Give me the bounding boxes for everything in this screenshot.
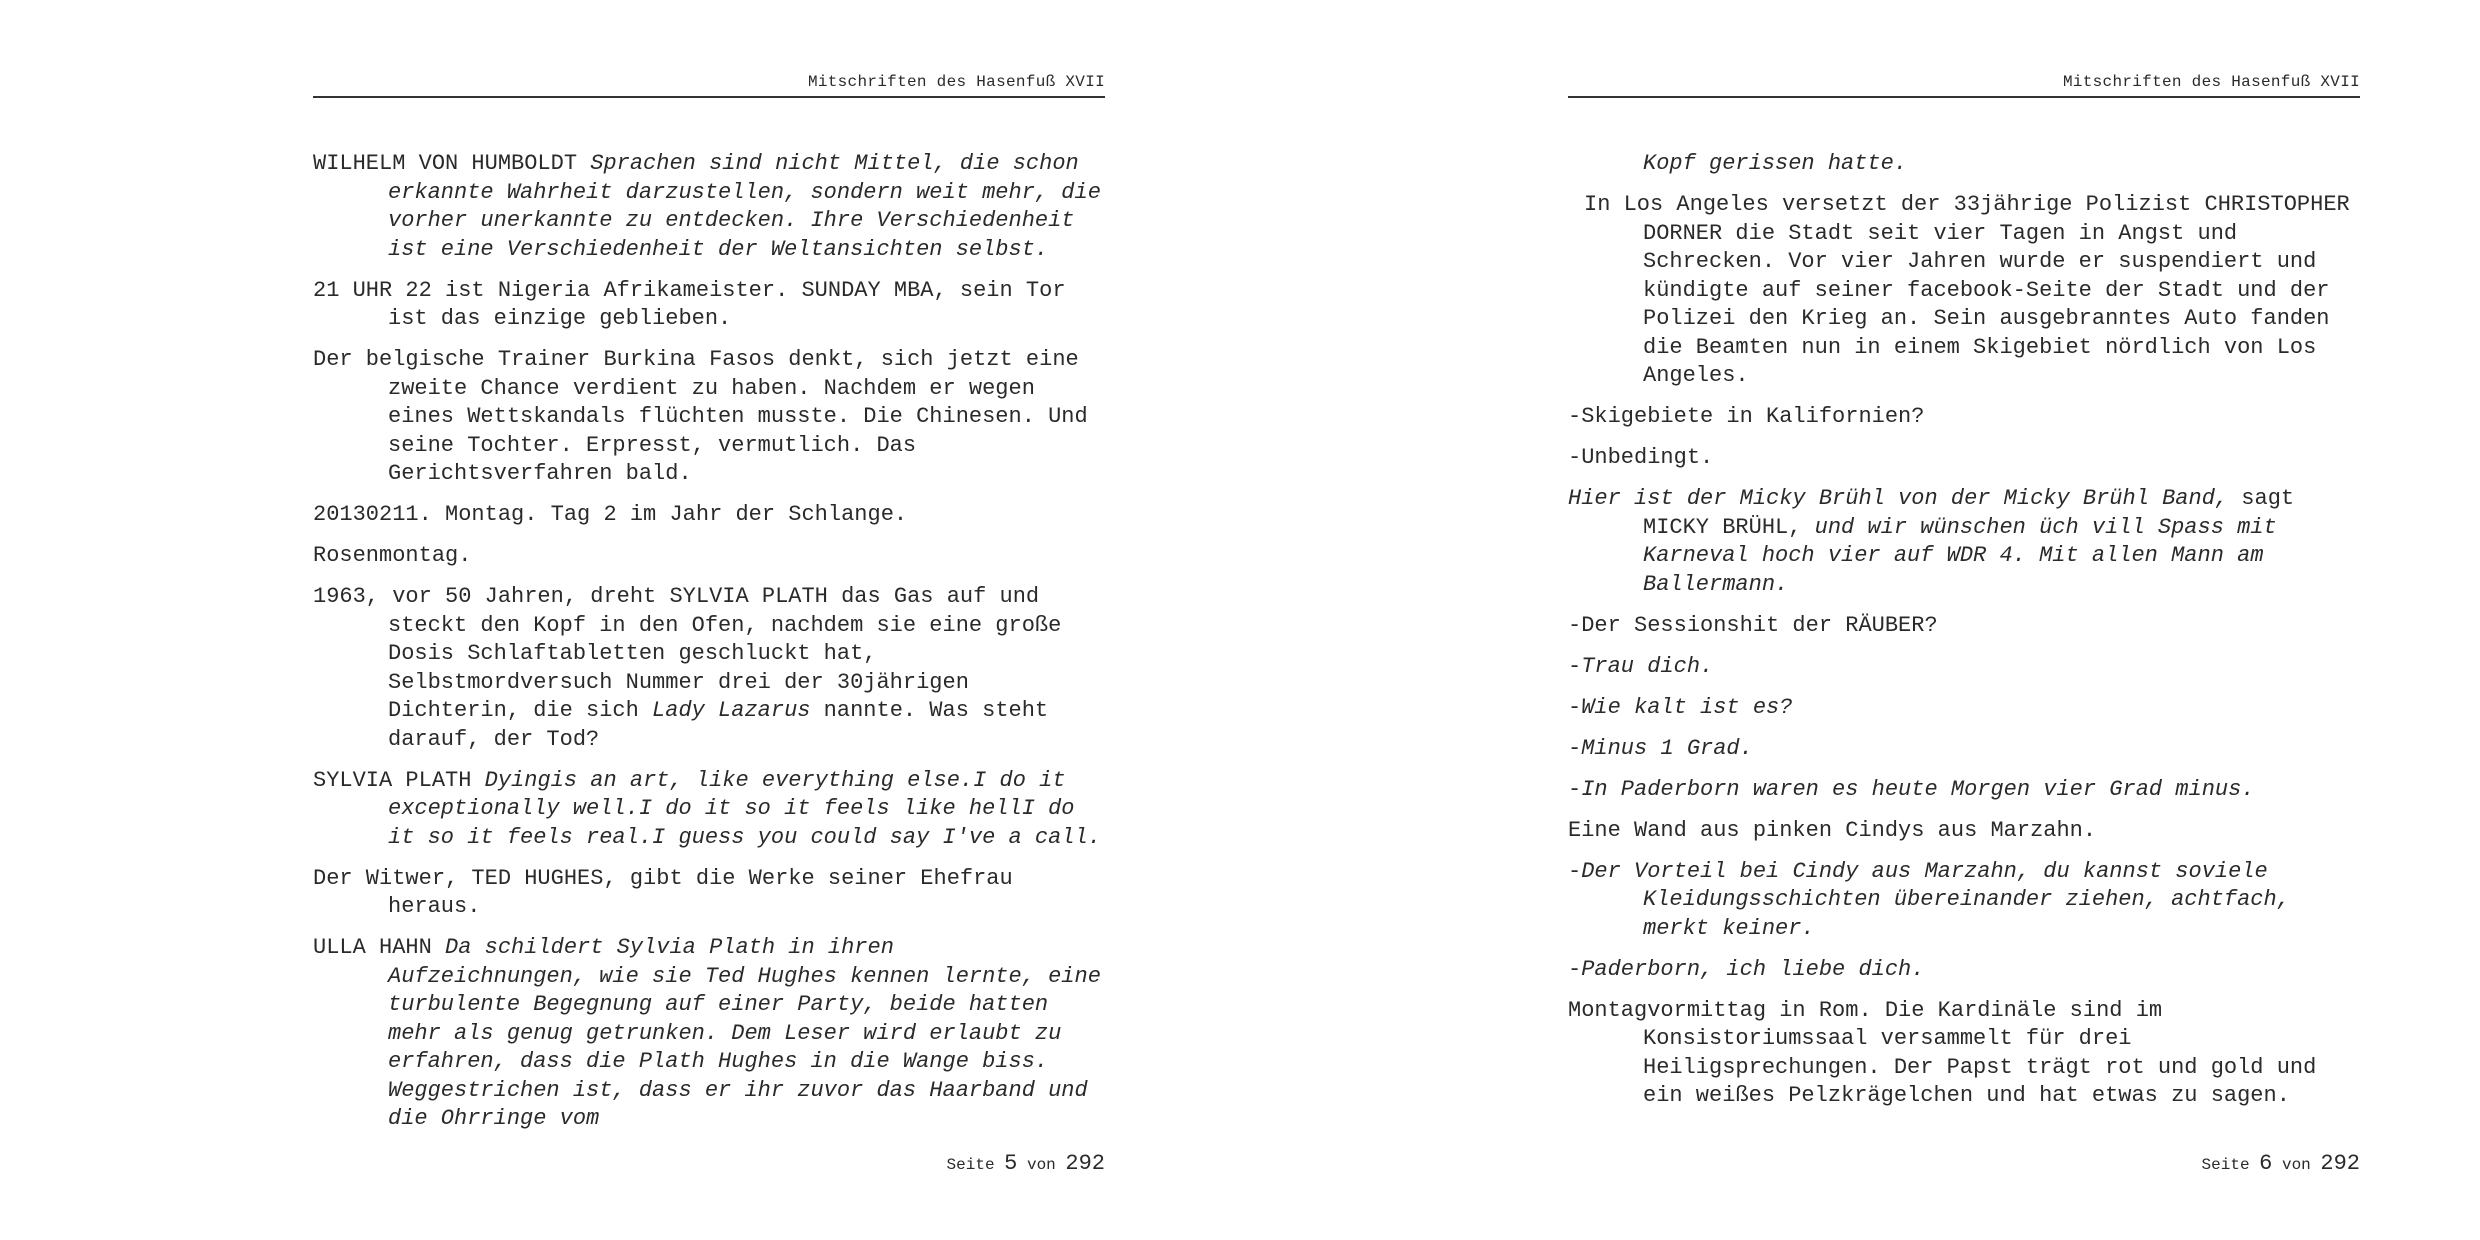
text-run: Der Witwer, TED HUGHES, gibt die Werke seiner Ehefrau heraus. (313, 865, 1013, 919)
paragraph (313, 346, 1105, 489)
italic-text: Dyingis an art, like everything else.I do it exceptionally well.I do it so it feels like hellI do it so it feels real.I guess you could say I've a call. (388, 767, 1101, 850)
text-run: Montagvormittag in Rom. Die Kardinäle sind im Konsistoriumssaal versammelt für drei Heiligsprechungen. Der Papst trägt rot und gold und ein weißes Pelzkrägelchen und hat etwas zu sagen. (1568, 997, 2317, 1108)
paragraph (1568, 191, 2360, 391)
italic-text: Lady Lazarus (652, 698, 811, 723)
italic-text: Da schildert Sylvia Plath in ihren Aufzeichnungen, wie sie Ted Hughes kennen lernte, eine turbulente Begegnung auf einer Party, beide hatten mehr als genug getrunken. Dem Leser wird erlaubt zu erfahren, dass die Plath Hughes in die Wange biss. Weggestrichen ist, dass er ihr zuvor das Haarband und die Ohrringe vom (388, 935, 1101, 1131)
italic-text: Wie kalt ist es? (1581, 694, 1793, 720)
text-run: Der belgische Trainer Burkina Fasos denkt, sich jetzt eine zweite Chance verdient zu haben. Nachdem er wegen eines Wettskandals flüchten musste. Die Chinesen. Und seine Tochter. Erpresst, vermutlich. Das Gerichtsverfahren bald. (313, 347, 1088, 486)
paragraph (1568, 817, 2360, 846)
text-run: - (1568, 776, 1582, 802)
page-number-current: 5 (1004, 1151, 1018, 1176)
page-number (2202, 1150, 2360, 1179)
italic-text: Trau dich. (1581, 653, 1714, 679)
text-run: - (1568, 653, 1582, 679)
body-text (1568, 150, 2360, 1123)
text-run: sagt MICKY BRÜHL, (1643, 486, 2295, 540)
paragraph (313, 767, 1105, 853)
text-run: ULLA HAHN (313, 935, 446, 960)
italic-text: Kopf gerissen hatte. (1643, 151, 1908, 176)
paragraph (313, 277, 1105, 334)
text-run: Eine Wand aus pinken Cindys aus Marzahn. (1568, 817, 2097, 843)
paragraph (1568, 776, 2360, 805)
text-run: - (1568, 735, 1582, 761)
text-run: WILHELM VON HUMBOLDT (313, 151, 591, 176)
paragraph (1568, 956, 2360, 985)
page-number-of: von (2281, 1156, 2311, 1174)
page-number-total: 292 (2320, 1151, 2360, 1176)
paragraph (1568, 858, 2360, 944)
text-run: Rosenmontag. (313, 543, 472, 568)
paragraph (1568, 444, 2360, 473)
italic-text: Hier ist der Micky Brühl von der Micky Brühl Band, (1568, 486, 2229, 511)
text-run: - (1568, 858, 1582, 884)
paragraph (1568, 694, 2360, 723)
text-run: nannte. Was steht darauf, der Tod? (388, 698, 1049, 752)
text-run: SYLVIA PLATH (313, 767, 485, 793)
text-run: -Unbedingt. (1568, 445, 1714, 470)
italic-text: In Paderborn waren es heute Morgen vier Grad minus. (1581, 776, 2255, 802)
paragraph (1568, 735, 2360, 764)
page-number (947, 1150, 1105, 1179)
right-page (1568, 0, 2360, 1240)
paragraph (313, 865, 1105, 922)
italic-text: Der Vorteil bei Cindy aus Marzahn, du kannst soviele Kleidungsschichten übereinander ziehen, achtfach, merkt keiner. (1581, 858, 2290, 941)
running-head: Mitschriften des Hasenfuß XVII (807, 73, 1105, 91)
text-run: 21 UHR 22 ist Nigeria Afrikameister. SUNDAY MBA, sein Tor ist das einzige geblieben. (313, 277, 1066, 331)
text-run: -Skigebiete in Kalifornien? (1568, 404, 1925, 429)
paragraph (313, 501, 1105, 530)
paragraph (1568, 653, 2360, 682)
paragraph (1568, 612, 2360, 641)
page-number-of: von (1026, 1156, 1056, 1174)
header-rule (313, 96, 1105, 98)
page-number-current: 6 (2259, 1151, 2273, 1176)
text-run: 1963, vor 50 Jahren, dreht SYLVIA PLATH das Gas auf und steckt den Kopf in den Ofen, nachdem sie eine große Dosis Schlaftabletten geschluckt hat, Selbstmordversuch Nummer drei der 30jährigen Dichterin, die sich (313, 584, 1062, 723)
text-run: In Los Angeles versetzt der 33jährige Polizist CHRISTOPHER DORNER die Stadt seit vier Tagen in Angst und Schrecken. Vor vier Jahren wurde er suspendiert und kündigte auf seiner facebook-Seite der Stadt und der Polizei den Krieg an. Sein ausgebranntes Auto fanden die Beamten nun in einem Skigebiet nördlich von Los Angeles. (1584, 192, 2350, 388)
paragraph (1568, 403, 2360, 432)
italic-text: Minus 1 Grad. (1581, 735, 1753, 761)
left-page (313, 0, 1105, 1240)
paragraph (313, 542, 1105, 571)
italic-text: und wir wünschen üch vill Spass mit Karneval hoch vier auf WDR 4. Mit allen Mann am Ballermann. (1643, 514, 2277, 597)
page-number-word: Seite (946, 1156, 995, 1174)
italic-text: Sprachen sind nicht Mittel, die schon erkannte Wahrheit darzustellen, sondern weit mehr, die vorher unerkannte zu entdecken. Ihre Verschiedenheit ist eine Verschiedenheit der Weltansichten selbst. (388, 151, 1101, 262)
body-text (313, 150, 1105, 1146)
paragraph (1568, 150, 2360, 179)
running-head: Mitschriften des Hasenfuß XVII (2062, 73, 2360, 91)
paragraph (1568, 997, 2360, 1111)
text-run: 20130211. Montag. Tag 2 im Jahr der Schlange. (313, 502, 908, 527)
paragraph (313, 934, 1105, 1134)
text-run: - (1568, 956, 1582, 982)
header-rule (1568, 96, 2360, 98)
page-number-word: Seite (2201, 1156, 2250, 1174)
page-number-total: 292 (1065, 1151, 1105, 1176)
italic-text: Paderborn, ich liebe dich. (1581, 956, 1925, 982)
text-run: - (1568, 694, 1582, 720)
paragraph (1568, 485, 2360, 599)
paragraph (313, 583, 1105, 754)
text-run: -Der Sessionshit der RÄUBER? (1568, 612, 1938, 638)
paragraph (313, 150, 1105, 264)
